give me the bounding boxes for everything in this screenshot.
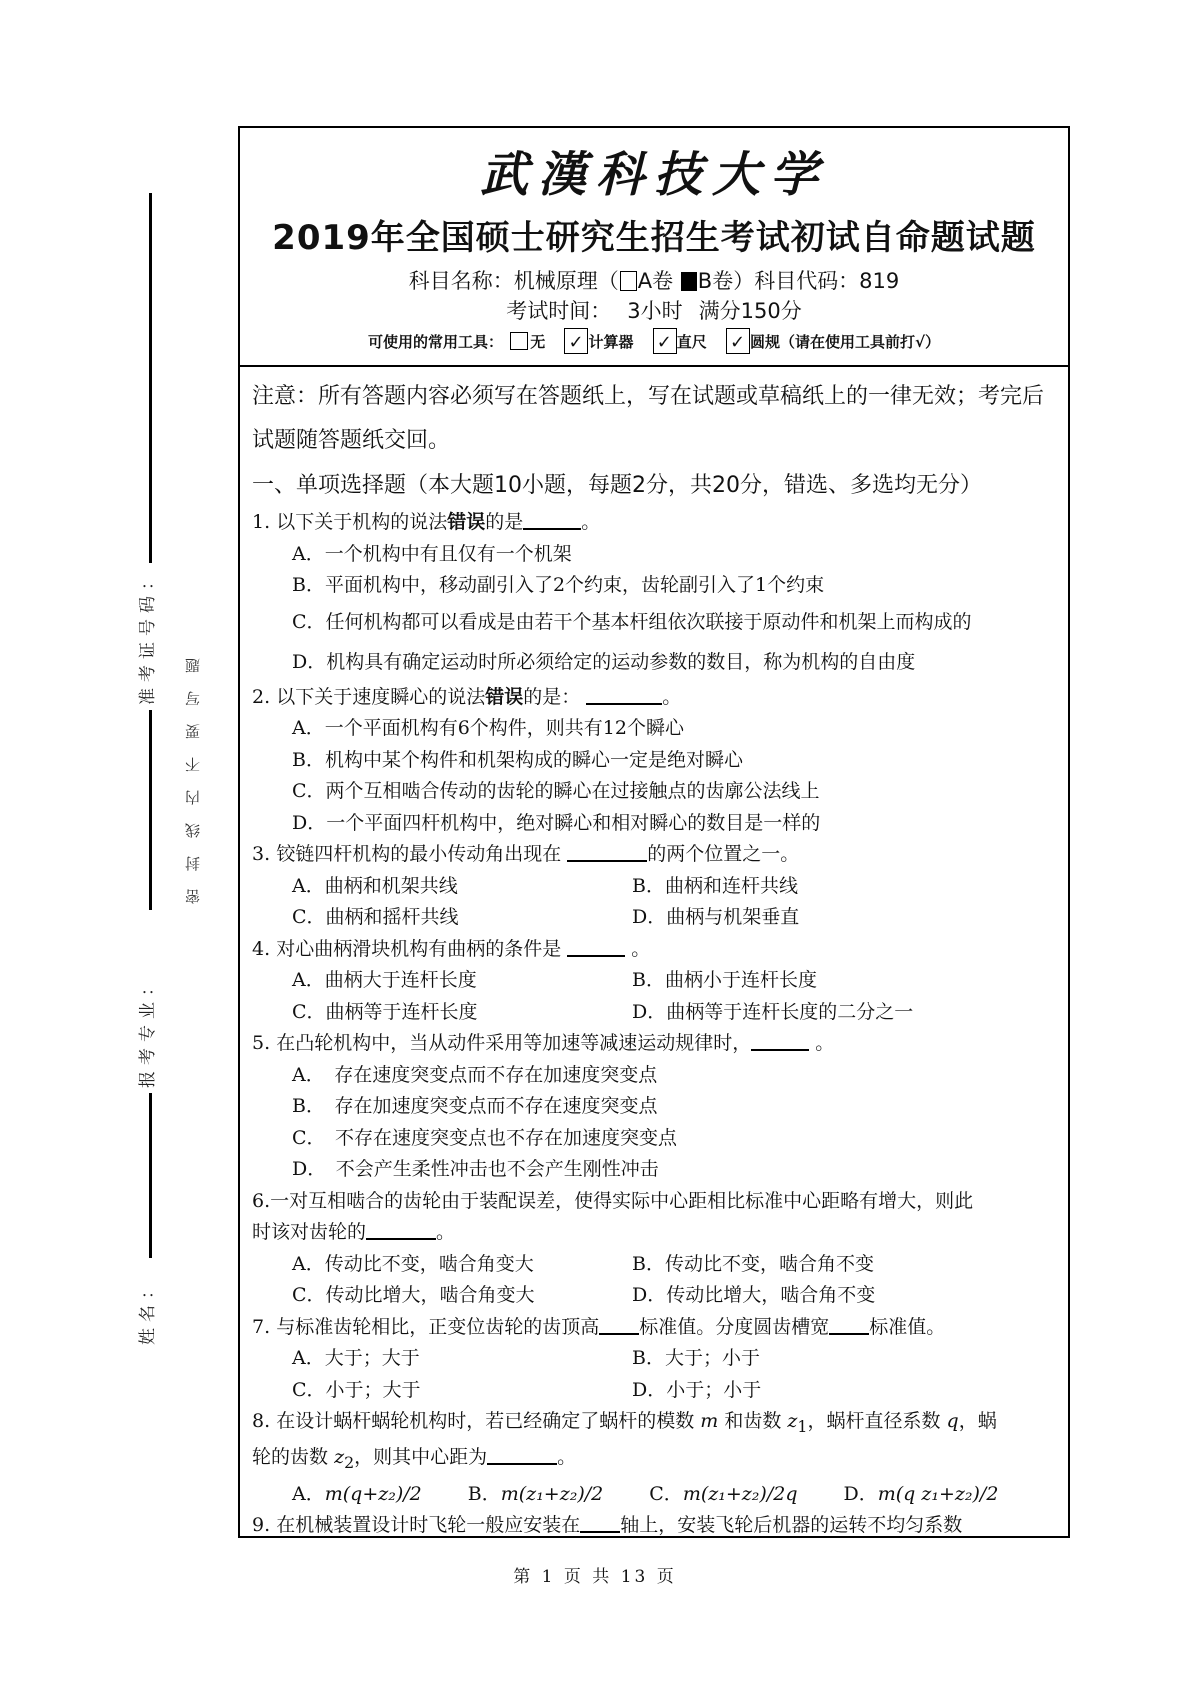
options-row [252,1343,1058,1375]
answer-blank[interactable] [599,1313,639,1335]
paper-a-label: A卷 [637,269,674,293]
answer-blank[interactable] [580,1511,620,1533]
seal-line-text: 密封线内不要写题 [184,640,202,904]
major-line [149,1093,152,1258]
question-text: ，蜗杆直径系数 [807,1410,941,1432]
section-title: 一、单项选择题（本大题10小题，每题2分，共20分，错选、多选均无分） [252,473,982,498]
binding-line-middle [149,710,152,910]
question-number: 8. [252,1410,271,1432]
question-text: 一对互相啮合的齿轮由于装配误差，使得实际中心距相比标准中心距略有增大，则此 [270,1189,974,1212]
question-text: 以下关于速度瞬心的说法 [276,685,486,708]
question-text: 在凸轮机构中，当从动件采用等加速等减速运动规律时， [276,1032,752,1054]
emphasis-text: 错误 [485,685,524,708]
answer-blank[interactable] [567,935,625,957]
question-text: 和齿数 [724,1410,782,1432]
tool-ruler-label: 直尺 [676,333,707,351]
question-number: 7. [252,1315,271,1338]
math-variable: m [700,1410,719,1432]
option-a: A．曲柄和机架共线 [292,874,458,897]
tool-compass-label: 圆规（请在使用工具前打√） [749,333,940,351]
tool-ruler-checkbox[interactable] [653,328,677,354]
option-b: B．传动比不变，啮合角不变 [632,1252,874,1275]
question-text: 铰链四杆机构的最小传动角出现在 [276,843,562,865]
question-6-continued [252,1217,1058,1249]
question-number: 9. [252,1514,271,1537]
time-value: 3小时 [627,299,683,323]
option-b: B．曲柄小于连杆长度 [632,969,817,991]
exam-header [240,128,1068,367]
major-label: 报考专业： [138,973,158,1088]
option-c [649,1479,797,1511]
option-d: D．一个平面四杆机构中，绝对瞬心和相对瞬心的数目是一样的 [292,811,821,834]
option-d: D．传动比增大，啮合角不变 [632,1284,876,1306]
full-score: 满分150分 [698,299,802,323]
option-label: A． [292,1482,325,1505]
answer-blank[interactable] [487,1443,557,1465]
question-text: 时该对齿轮的 [252,1221,367,1243]
option-d: D．曲柄与机架垂直 [632,906,800,928]
option-a: A．大于；大于 [292,1347,420,1369]
option-c: C．小于；大于 [292,1378,421,1401]
option-b [468,1479,603,1511]
option-d: D．曲柄等于连杆长度的二分之一 [632,1000,914,1023]
options-row [252,1375,1058,1407]
question-text: 轴上，安装飞轮后机器的运转不均匀系数 [620,1514,963,1537]
question-text: 与标准齿轮相比，正变位齿轮的齿顶高 [276,1315,600,1338]
option-b: B．曲柄和连杆共线 [632,874,798,897]
question-text: 以下关于机构的说法 [276,511,448,533]
question-number: 5. [252,1032,271,1054]
math-variable: z [787,1410,798,1432]
question-8-continued [252,1442,1058,1478]
subject-line [240,266,1068,296]
options-row [252,871,1058,903]
question-text: 的是 [485,511,524,533]
question-number: 2. [252,685,271,708]
question-text: 。 [436,1221,456,1243]
question-number: 4. [252,937,271,960]
question-2 [252,682,1058,714]
option-b: B．机构中某个构件和机架构成的瞬心一定是绝对瞬心 [292,748,743,771]
option-c: C．两个互相啮合传动的齿轮的瞬心在过接触点的齿廓公法线上 [292,780,820,802]
question-4 [252,934,1058,966]
answer-blank[interactable] [567,840,647,862]
question-text: 轮的齿数 [252,1446,329,1469]
exam-paper-frame [238,126,1070,1538]
option-d: D．机构具有确定运动时所必须给定的运动参数的数目，称为机构的自由度 [292,650,916,673]
option-label: C． [649,1482,683,1505]
question-text: 标准值。 [869,1315,946,1338]
question-text: 的两个位置之一。 [647,843,800,865]
option-b: B．大于；小于 [632,1347,760,1369]
checkmark-icon: ✓ [729,332,746,353]
tool-none-label: 无 [530,333,546,351]
math-subscript: 1 [797,1416,808,1436]
tool-compass-checkbox[interactable] [726,328,750,354]
answer-blank[interactable] [751,1029,809,1051]
answer-blank[interactable] [829,1313,869,1335]
option-c: C． 不存在速度突变点也不存在加速度突变点 [292,1126,678,1149]
tools-line [240,328,1068,356]
paper-b-checkbox[interactable] [681,272,697,291]
option-d: D．小于；小于 [632,1378,762,1401]
question-text: 。 [662,685,682,708]
tools-label: 可使用的常用工具： [367,333,503,351]
option-d: D． 不会产生柔性冲击也不会产生刚性冲击 [292,1158,659,1180]
question-7 [252,1312,1058,1344]
exam-id-label: 准考证号码： [138,567,158,705]
option-formula: m(q+z₂)/2 [324,1482,422,1505]
subject-prefix: 科目名称：机械原理（ [408,269,619,293]
question-number: 3. [252,843,271,865]
emphasis-text: 错误 [447,511,486,533]
exam-id-line [149,193,152,563]
question-text: 的是： [523,685,581,708]
option-d [843,1479,998,1511]
question-text: 对心曲柄滑块机构有曲柄的条件是 [276,937,562,960]
notice-text: 注意：所有答题内容必须写在答题纸上，写在试题或草稿纸上的一律无效；考完后试题随答题纸交回。 [252,384,1045,453]
time-label: 考试时间： [506,299,612,323]
question-text: ，蜗 [958,1410,997,1432]
option-label: B． [467,1482,501,1505]
school-name-logo: 武漢科技大学 [479,147,828,203]
question-text: 。 [815,1032,835,1054]
tool-calculator-label: 计算器 [588,333,634,351]
option-c: C．曲柄等于连杆长度 [292,1000,478,1023]
checkmark-icon: ✓ [568,332,584,353]
time-line [240,296,1068,326]
question-text: 在机械装置设计时飞轮一般应安装在 [276,1514,581,1537]
exam-content [240,367,1068,1538]
paper-a-checkbox[interactable] [620,271,637,291]
option-a: A． 存在速度突变点而不存在加速度突变点 [292,1063,658,1086]
options-row [252,965,1058,997]
math-variable: q [946,1410,959,1432]
question-5 [252,1028,1058,1060]
page-footer: 第 1 页 共 13 页 [513,1567,677,1587]
question-text: 。 [631,937,651,960]
option-c: C．曲柄和摇杆共线 [292,906,459,928]
option-a: A．传动比不变，啮合角变大 [292,1252,534,1275]
option-a: A．曲柄大于连杆长度 [292,969,477,991]
option-a [292,1479,422,1511]
math-variable: z [334,1446,345,1469]
question-3 [252,839,1058,871]
question-8 [252,1406,1058,1442]
option-a: A．一个机构中有且仅有一个机架 [292,542,572,565]
question-number: 1. [252,511,271,533]
question-number: 6. [252,1189,271,1212]
question-1 [252,507,1058,539]
question-text: 。 [557,1446,577,1469]
paper-b-label: B卷）科目代码：819 [697,269,900,293]
exam-title: 2019年全国硕士研究生招生考试初试自命题试题 [272,218,1036,258]
option-formula: m(z₁+z₂)/2 [500,1482,604,1505]
option-formula: m(z₁+z₂)/2q [682,1482,798,1505]
option-label: D． [843,1482,878,1505]
tool-calculator-checkbox[interactable] [564,328,588,354]
option-a: A．一个平面机构有6个构件，则共有12个瞬心 [292,717,684,739]
name-label: 姓名： [138,1276,158,1345]
answer-blank[interactable] [586,683,662,705]
option-b: B．平面机构中，移动副引入了2个约束，齿轮副引入了1个约束 [292,574,825,596]
options-row [252,997,1058,1029]
option-c: C．传动比增大，啮合角变大 [292,1284,535,1306]
options-row [252,1280,1058,1312]
answer-blank[interactable] [523,508,581,530]
option-formula: m(q z₁+z₂)/2 [877,1482,999,1505]
options-row [252,1479,1058,1511]
answer-blank[interactable] [366,1218,436,1240]
question-text: ，则其中心距为 [354,1446,488,1469]
math-subscript: 2 [344,1453,355,1473]
options-row [252,902,1058,934]
tool-none-checkbox[interactable] [510,332,528,350]
checkmark-icon: ✓ [656,332,672,353]
question-6 [252,1186,1058,1218]
question-9 [252,1510,1058,1538]
question-text: 标准值。分度圆齿槽宽 [639,1315,830,1338]
options-row [252,1249,1058,1281]
option-b: B． 存在加速度突变点而不存在速度突变点 [292,1095,658,1117]
option-c: C．任何机构都可以看成是由若干个基本杆组依次联接于原动件和机架上而构成的 [292,610,972,633]
question-text: 。 [581,511,601,533]
question-text: 在设计蜗杆蜗轮机构时，若已经确定了蜗杆的模数 [276,1410,695,1432]
